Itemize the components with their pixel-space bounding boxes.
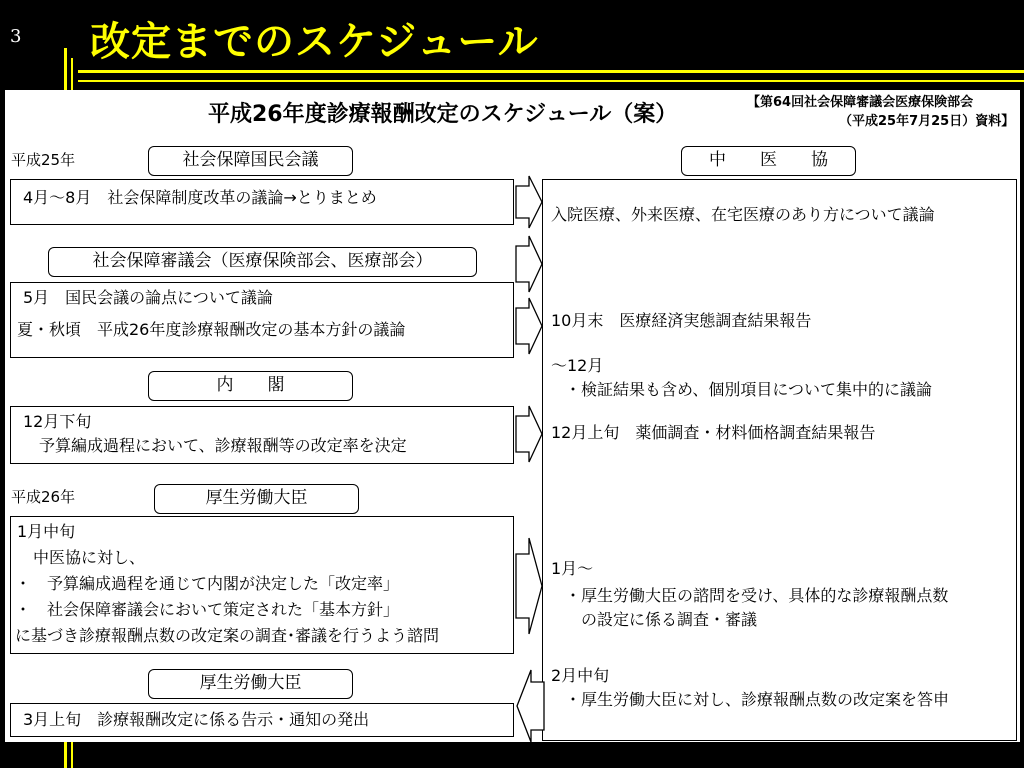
chuikyo-item-9: 2月中旬 bbox=[551, 666, 610, 685]
chuikyo-item-6: 1月～ bbox=[551, 559, 594, 578]
source-note-line1: 【第64回社会保障審議会医療保険部会 bbox=[747, 95, 974, 110]
box-social-security-council bbox=[10, 282, 514, 358]
box-chuikyo bbox=[542, 179, 1017, 741]
arrow-right-5 bbox=[515, 536, 545, 636]
cabinet-line-2: 予算編成過程において、診療報酬等の改定率を決定 bbox=[23, 436, 407, 455]
header-national-council: 社会保障国民会議 bbox=[148, 146, 353, 176]
consultation-line-4: ・ 社会保障審議会において策定された「基本方針」 bbox=[15, 600, 400, 619]
consultation-line-5: に基づき診療報酬点数の改定案の調査･審議を行うよう諮問 bbox=[15, 626, 440, 645]
header-social-security-council: 社会保障審議会（医療保険部会、医療部会） bbox=[48, 247, 477, 277]
consultation-line-3: ・ 予算編成過程を通じて内閣が決定した「改定率」 bbox=[15, 574, 400, 593]
box-minister-consultation bbox=[10, 516, 514, 654]
vertical-line-bottom-1 bbox=[64, 742, 67, 768]
header-minister-notice: 厚生労働大臣 bbox=[148, 669, 353, 699]
chuikyo-item-4: ・検証結果も含め、個別項目について集中的に議論 bbox=[565, 380, 933, 399]
chuikyo-item-1: 入院医療、外来医療、在宅医療のあり方について議論 bbox=[551, 205, 935, 224]
title-underline-thick bbox=[78, 70, 1024, 73]
vertical-line-top-1 bbox=[64, 48, 67, 90]
chuikyo-item-7: ・厚生労働大臣の諮問を受け、具体的な診療報酬点数 bbox=[565, 586, 949, 605]
cabinet-line-1: 12月下旬 bbox=[23, 412, 92, 431]
box-minister-notice bbox=[10, 703, 514, 737]
chuikyo-item-2: 10月末 医療経済実態調査結果報告 bbox=[551, 311, 812, 330]
year-label-h25: 平成25年 bbox=[11, 151, 76, 169]
arrow-right-1 bbox=[515, 174, 545, 230]
consultation-line-2: 中医協に対し、 bbox=[17, 548, 146, 567]
header-cabinet: 内 閣 bbox=[148, 371, 353, 401]
source-note-line2: （平成25年7月25日）資料】 bbox=[839, 114, 1015, 129]
schedule-heading: 平成26年度診療報酬改定のスケジュール（案） bbox=[208, 102, 678, 127]
vertical-line-bottom-2 bbox=[71, 742, 73, 768]
chuikyo-item-8: の設定に係る調査・審議 bbox=[565, 610, 758, 629]
header-chuikyo: 中 医 協 bbox=[681, 146, 856, 176]
arrow-right-3 bbox=[515, 296, 545, 356]
slide-title: 改定までのスケジュール bbox=[90, 19, 539, 65]
chuikyo-item-5: 12月上旬 薬価調査・材料価格調査結果報告 bbox=[551, 423, 876, 442]
notice-line: 3月上旬 診療報酬改定に係る告示・通知の発出 bbox=[23, 710, 370, 729]
box-cabinet bbox=[10, 406, 514, 464]
content-panel bbox=[5, 90, 1020, 742]
chuikyo-item-10: ・厚生労働大臣に対し、診療報酬点数の改定案を答申 bbox=[565, 690, 950, 709]
ssc-line-1: 5月 国民会議の論点について議論 bbox=[23, 288, 273, 307]
arrow-right-2 bbox=[515, 234, 545, 294]
vertical-line-top-2 bbox=[71, 58, 73, 90]
arrow-left-6 bbox=[515, 668, 545, 744]
national-council-line: 4月～8月 社会保障制度改革の議論→とりまとめ bbox=[23, 188, 377, 207]
title-underline-thin bbox=[78, 80, 1024, 82]
arrow-right-4 bbox=[515, 404, 545, 464]
header-minister-consultation: 厚生労働大臣 bbox=[154, 484, 359, 514]
box-national-council bbox=[10, 179, 514, 225]
consultation-line-1: 1月中旬 bbox=[17, 522, 76, 541]
year-label-h26: 平成26年 bbox=[11, 488, 76, 506]
slide-number: 3 bbox=[10, 26, 22, 47]
chuikyo-item-3: ～12月 bbox=[551, 356, 604, 375]
ssc-line-2: 夏・秋頃 平成26年度診療報酬改定の基本方針の議論 bbox=[17, 320, 406, 339]
